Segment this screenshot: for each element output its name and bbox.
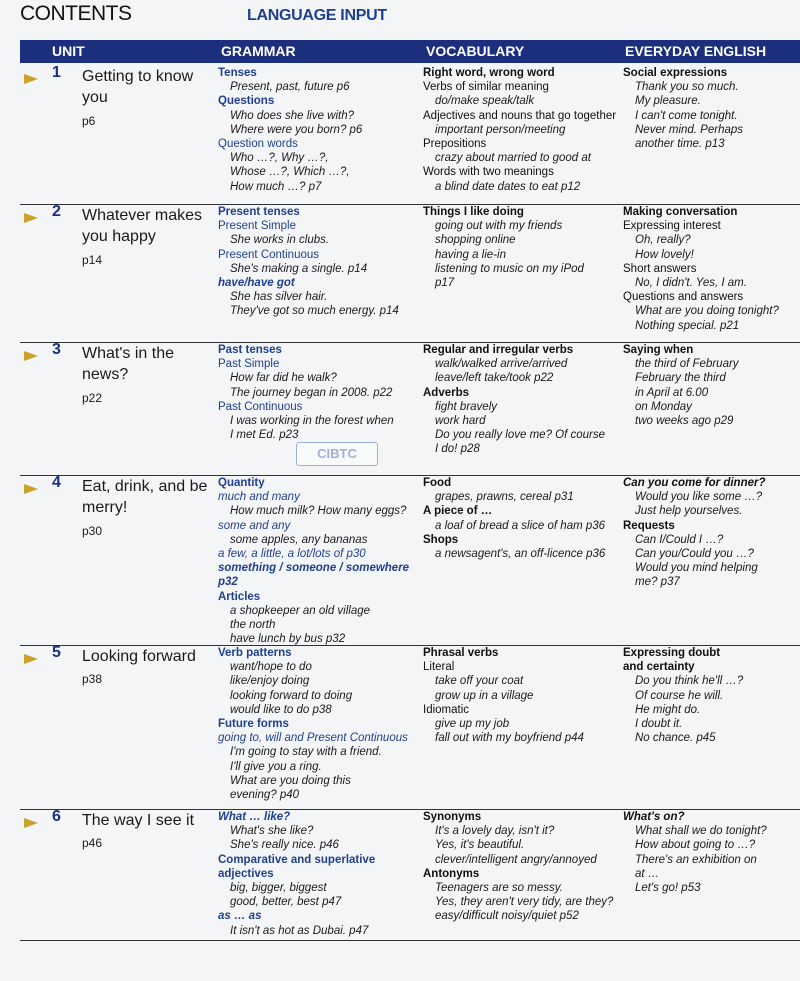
vocabulary-line: important person/meeting bbox=[435, 123, 566, 136]
grammar-line: would like to do p38 bbox=[230, 703, 332, 716]
grammar-line: Question words bbox=[218, 138, 298, 151]
unit-cell bbox=[20, 810, 215, 940]
column-unit: UNIT bbox=[52, 43, 85, 59]
everyday-cell bbox=[623, 66, 800, 151]
contents-title: CONTENTS bbox=[20, 2, 132, 25]
column-grammar: GRAMMAR bbox=[221, 43, 296, 59]
everyday-line: What shall we do tonight? bbox=[635, 825, 767, 838]
grammar-line: What … like? bbox=[218, 811, 291, 823]
vocabulary-line: A piece of … bbox=[423, 505, 493, 518]
page-top bbox=[0, 0, 800, 40]
grammar-line: How much milk? How many eggs? bbox=[230, 505, 407, 518]
everyday-line: Saying when bbox=[623, 344, 694, 356]
unit-number: 5 bbox=[52, 644, 61, 661]
grammar-line: How much …? p7 bbox=[230, 180, 322, 193]
everyday-line: How lovely! bbox=[635, 248, 694, 261]
grammar-line: She works in clubs. bbox=[230, 234, 330, 247]
unit-row-5 bbox=[20, 646, 800, 810]
grammar-line: Past Simple bbox=[218, 358, 280, 371]
grammar-line: want/hope to do bbox=[230, 661, 312, 674]
everyday-line: Making conversation bbox=[623, 206, 738, 218]
vocabulary-line: leave/left take/took p22 bbox=[435, 372, 554, 385]
vocabulary-line: a newsagent's, an off-licence p36 bbox=[435, 548, 606, 561]
grammar-line: evening? p40 bbox=[230, 789, 300, 802]
unit-row-3 bbox=[20, 343, 800, 476]
grammar-line: have/have got bbox=[218, 277, 295, 290]
everyday-line: two weeks ago p29 bbox=[635, 415, 734, 428]
unit-number: 1 bbox=[52, 64, 61, 81]
unit-arrow-icon bbox=[24, 74, 38, 84]
unit-cell bbox=[20, 646, 215, 809]
everyday-line: Just help yourselves. bbox=[635, 505, 743, 518]
vocabulary-cell bbox=[423, 66, 621, 194]
grammar-line: like/enjoy doing bbox=[230, 675, 310, 688]
unit-cell bbox=[20, 66, 215, 204]
everyday-line: Would you mind helping bbox=[635, 562, 758, 575]
unit-arrow-icon bbox=[24, 818, 38, 828]
vocabulary-line: grapes, prawns, cereal p31 bbox=[435, 491, 574, 504]
everyday-line: February the third bbox=[635, 372, 726, 385]
unit-title: Eat, drink, and be merry! bbox=[82, 478, 208, 516]
unit-cell bbox=[20, 205, 215, 342]
grammar-line: I'll give you a ring. bbox=[230, 760, 322, 773]
grammar-line: Future forms bbox=[218, 718, 289, 731]
everyday-line: another time. p13 bbox=[635, 138, 725, 151]
vocabulary-line: I do! p28 bbox=[435, 443, 480, 456]
vocabulary-line: Idiomatic bbox=[423, 703, 470, 716]
grammar-cell bbox=[218, 646, 418, 802]
everyday-line: Let's go! p53 bbox=[635, 882, 701, 895]
vocabulary-line: fall out with my boyfriend p44 bbox=[435, 732, 584, 745]
unit-number: 2 bbox=[52, 203, 61, 220]
vocabulary-line: going out with my friends bbox=[435, 220, 563, 233]
everyday-line: in April at 6.00 bbox=[635, 386, 709, 399]
everyday-line: the third of February bbox=[635, 358, 739, 371]
everyday-line: No chance. p45 bbox=[635, 732, 716, 745]
vocabulary-line: walk/walked arrive/arrived bbox=[435, 358, 568, 371]
grammar-line: the north bbox=[230, 619, 276, 632]
everyday-line: My pleasure. bbox=[635, 95, 701, 108]
unit-row-6 bbox=[20, 810, 800, 941]
everyday-line: and certainty bbox=[623, 661, 695, 674]
vocabulary-line: Adjectives and nouns that go together bbox=[423, 109, 617, 122]
grammar-line: Present Simple bbox=[218, 220, 296, 233]
everyday-line: on Monday bbox=[635, 400, 692, 413]
vocabulary-cell bbox=[423, 810, 621, 924]
vocabulary-line: a blind date dates to eat p12 bbox=[435, 180, 581, 193]
column-header-bar bbox=[20, 40, 800, 63]
everyday-line: Expressing doubt bbox=[623, 647, 721, 659]
grammar-line: good, better, best p47 bbox=[230, 896, 342, 909]
everyday-line: Oh, really? bbox=[635, 234, 691, 247]
vocabulary-line: crazy about married to good at bbox=[435, 152, 591, 165]
vocabulary-line: Right word, wrong word bbox=[423, 67, 555, 79]
vocabulary-line: Words with two meanings bbox=[423, 166, 554, 179]
grammar-line: Whose …?, Which …?, bbox=[230, 166, 350, 179]
unit-title: What's in the news? bbox=[82, 345, 174, 383]
everyday-line: me? p37 bbox=[635, 576, 680, 589]
vocabulary-cell bbox=[423, 343, 621, 457]
grammar-line: What's she like? bbox=[230, 825, 314, 838]
grammar-line: Past Continuous bbox=[218, 400, 303, 413]
grammar-line: What are you doing this bbox=[230, 774, 351, 787]
grammar-line: Comparative and superlative adjectives bbox=[218, 853, 376, 880]
vocabulary-line: Regular and irregular verbs bbox=[423, 344, 574, 356]
everyday-line: No, I didn't. Yes, I am. bbox=[635, 277, 747, 290]
vocabulary-line: fight bravely bbox=[435, 400, 498, 413]
everyday-line: He might do. bbox=[635, 703, 701, 716]
grammar-line: Past tenses bbox=[218, 344, 282, 356]
unit-number: 6 bbox=[52, 808, 61, 825]
grammar-line: How far did he walk? bbox=[230, 372, 337, 385]
unit-title: Looking forward bbox=[82, 648, 196, 665]
vocabulary-line: Yes, it's beautiful. bbox=[435, 839, 525, 852]
vocabulary-line: Food bbox=[423, 477, 452, 489]
vocabulary-line: work hard bbox=[435, 415, 486, 428]
everyday-line: Can I/Could I …? bbox=[635, 533, 724, 546]
everyday-line: at … bbox=[635, 867, 660, 880]
vocabulary-line: Synonyms bbox=[423, 811, 482, 823]
watermark-stamp: CIBTC bbox=[296, 442, 378, 466]
vocabulary-cell bbox=[423, 205, 621, 290]
vocabulary-line: Yes, they aren't very tidy, are they? bbox=[435, 896, 614, 909]
everyday-line: Can you/Could you …? bbox=[635, 548, 754, 561]
grammar-line: big, bigger, biggest bbox=[230, 882, 327, 895]
unit-cell bbox=[20, 343, 215, 475]
vocabulary-line: having a lie-in bbox=[435, 248, 506, 261]
everyday-line: Do you think he'll …? bbox=[635, 675, 744, 688]
grammar-line: have lunch by bus p32 bbox=[230, 633, 346, 646]
grammar-line: Present, past, future p6 bbox=[230, 81, 350, 94]
everyday-line: I doubt it. bbox=[635, 718, 683, 731]
unit-number: 4 bbox=[52, 474, 61, 491]
everyday-line: Requests bbox=[623, 519, 675, 532]
vocabulary-line: Do you really love me? Of course bbox=[435, 429, 606, 442]
unit-arrow-icon bbox=[24, 351, 38, 361]
grammar-line: It isn't as hot as Dubai. p47 bbox=[230, 924, 369, 937]
vocabulary-line: Antonyms bbox=[423, 867, 480, 880]
vocabulary-line: Teenagers are so messy. bbox=[435, 882, 563, 895]
vocabulary-cell bbox=[423, 476, 621, 561]
grammar-line: a shopkeeper an old village bbox=[230, 604, 371, 617]
vocabulary-line: easy/difficult noisy/quiet p52 bbox=[435, 910, 579, 923]
everyday-line: How about going to …? bbox=[635, 839, 756, 852]
grammar-line: a few, a little, a lot/lots of p30 bbox=[218, 548, 366, 561]
unit-row-4 bbox=[20, 476, 800, 646]
grammar-line: some apples, any bananas bbox=[230, 533, 368, 546]
grammar-line: looking forward to doing bbox=[230, 689, 353, 702]
grammar-line: Tenses bbox=[218, 67, 257, 79]
grammar-line: Questions bbox=[218, 95, 275, 108]
everyday-line: Expressing interest bbox=[623, 220, 721, 233]
everyday-line: Thank you so much. bbox=[635, 81, 739, 94]
grammar-line: I was working in the forest when bbox=[230, 415, 394, 428]
vocabulary-line: Shops bbox=[423, 533, 459, 546]
unit-arrow-icon bbox=[24, 654, 38, 664]
grammar-line: She's making a single. p14 bbox=[230, 262, 368, 275]
grammar-line: Present Continuous bbox=[218, 248, 320, 261]
unit-row-2 bbox=[20, 205, 800, 343]
grammar-line: Who does she live with? bbox=[230, 109, 355, 122]
unit-title: Getting to know you bbox=[82, 68, 194, 106]
grammar-line: going to, will and Present Continuous bbox=[218, 732, 408, 745]
everyday-line: Short answers bbox=[623, 262, 697, 275]
grammar-line: Where were you born? p6 bbox=[230, 123, 363, 136]
everyday-cell bbox=[623, 343, 800, 428]
column-vocabulary: VOCABULARY bbox=[426, 43, 525, 59]
unit-page: p22 bbox=[82, 391, 103, 405]
grammar-line: something / someone / somewhere p32 bbox=[218, 562, 410, 589]
grammar-line: Articles bbox=[218, 590, 261, 603]
everyday-cell bbox=[623, 476, 800, 590]
everyday-line: What's on? bbox=[623, 811, 685, 823]
unit-row-1 bbox=[20, 66, 800, 205]
unit-cell bbox=[20, 476, 215, 645]
vocabulary-line: p17 bbox=[435, 277, 455, 290]
vocabulary-line: give up my job bbox=[435, 718, 510, 731]
grammar-line: She's really nice. p46 bbox=[230, 839, 339, 852]
unit-arrow-icon bbox=[24, 213, 38, 223]
grammar-line: They've got so much energy. p14 bbox=[230, 305, 399, 318]
grammar-line: as … as bbox=[218, 910, 262, 923]
everyday-cell bbox=[623, 646, 800, 745]
grammar-cell bbox=[218, 66, 418, 194]
everyday-line: Would you like some …? bbox=[635, 491, 763, 504]
grammar-line: She has silver hair. bbox=[230, 291, 328, 304]
vocabulary-cell bbox=[423, 646, 621, 745]
column-everyday-english: EVERYDAY ENGLISH bbox=[625, 43, 767, 59]
vocabulary-line: Adverbs bbox=[423, 386, 470, 399]
everyday-cell bbox=[623, 205, 800, 333]
everyday-line: Social expressions bbox=[623, 67, 728, 79]
unit-title: The way I see it bbox=[82, 812, 195, 829]
vocabulary-line: take off your coat bbox=[435, 675, 524, 688]
vocabulary-line: Things I like doing bbox=[423, 206, 524, 218]
grammar-line: Quantity bbox=[218, 477, 265, 489]
unit-number: 3 bbox=[52, 341, 61, 358]
unit-arrow-icon bbox=[24, 484, 38, 494]
grammar-line: some and any bbox=[218, 519, 291, 532]
everyday-line: Questions and answers bbox=[623, 291, 744, 304]
unit-page: p30 bbox=[82, 524, 103, 538]
vocabulary-line: listening to music on my iPod bbox=[435, 262, 584, 275]
grammar-cell bbox=[218, 810, 418, 938]
grammar-line: The journey began in 2008. p22 bbox=[230, 386, 393, 399]
unit-page: p14 bbox=[82, 253, 103, 267]
vocabulary-line: a loaf of bread a slice of ham p36 bbox=[435, 519, 606, 532]
everyday-line: I can't come tonight. bbox=[635, 109, 738, 122]
everyday-line: Nothing special. p21 bbox=[635, 319, 740, 332]
language-input-title: LANGUAGE INPUT bbox=[247, 7, 387, 24]
vocabulary-line: grow up in a village bbox=[435, 689, 534, 702]
vocabulary-line: shopping online bbox=[435, 234, 516, 247]
grammar-line: Present tenses bbox=[218, 206, 300, 218]
grammar-cell bbox=[218, 205, 418, 319]
everyday-line: What are you doing tonight? bbox=[635, 305, 779, 318]
unit-page: p38 bbox=[82, 672, 103, 686]
everyday-cell bbox=[623, 810, 800, 895]
vocabulary-line: Prepositions bbox=[423, 138, 487, 151]
vocabulary-line: clever/intelligent angry/annoyed bbox=[435, 853, 597, 866]
grammar-line: much and many bbox=[218, 491, 300, 504]
vocabulary-line: do/make speak/talk bbox=[435, 95, 535, 108]
unit-title: Whatever makes you happy bbox=[82, 207, 203, 245]
grammar-line: Who …?, Why …?, bbox=[230, 152, 329, 165]
grammar-line: Verb patterns bbox=[218, 647, 292, 659]
grammar-cell bbox=[218, 343, 418, 442]
vocabulary-line: Phrasal verbs bbox=[423, 647, 499, 659]
vocabulary-line: It's a lovely day, isn't it? bbox=[435, 825, 555, 838]
everyday-line: Of course he will. bbox=[635, 689, 724, 702]
grammar-cell bbox=[218, 476, 418, 646]
grammar-line: I met Ed. p23 bbox=[230, 429, 299, 442]
vocabulary-line: Literal bbox=[423, 661, 455, 674]
everyday-line: There's an exhibition on bbox=[635, 853, 757, 866]
everyday-line: Never mind. Perhaps bbox=[635, 123, 744, 136]
vocabulary-line: Verbs of similar meaning bbox=[423, 81, 549, 94]
unit-page: p6 bbox=[82, 114, 96, 128]
everyday-line: Can you come for dinner? bbox=[623, 477, 766, 489]
unit-page: p46 bbox=[82, 836, 103, 850]
grammar-line: I'm going to stay with a friend. bbox=[230, 746, 382, 759]
